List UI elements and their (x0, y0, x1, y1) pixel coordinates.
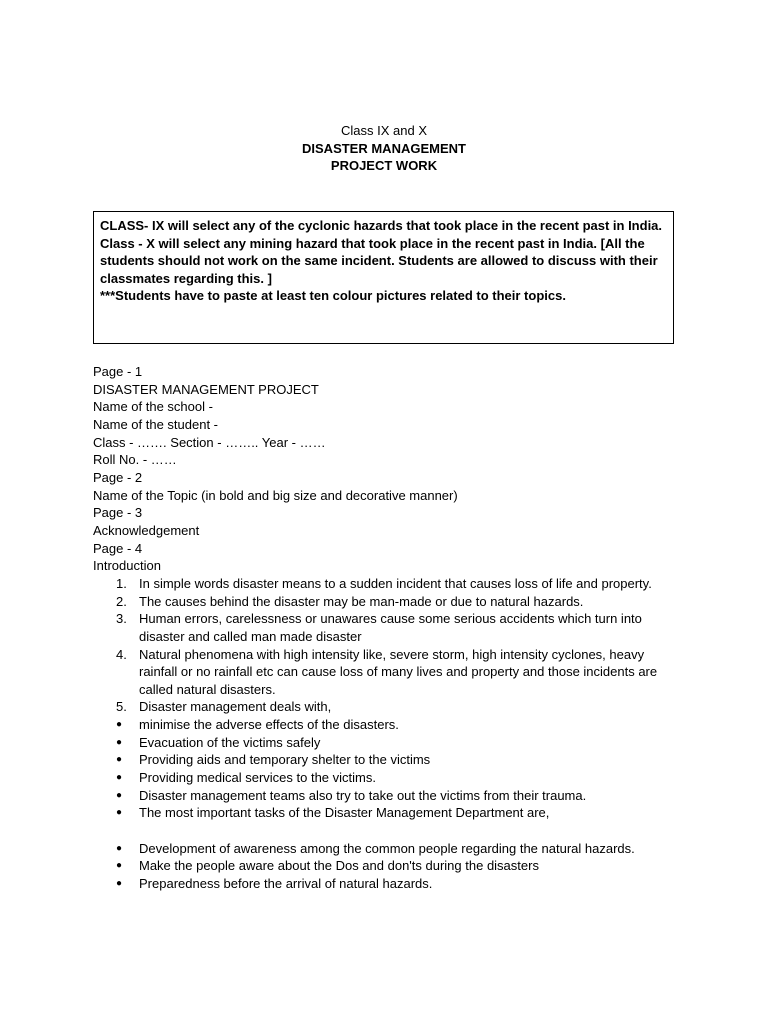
outline-line: Page - 2 (93, 469, 143, 485)
outline-line: Page - 1 (93, 364, 143, 379)
list-item-text: Make the people aware about the Dos and don'ts during the disasters (139, 858, 539, 874)
list-number: 5. (116, 699, 127, 715)
outline-line: DISASTER MANAGEMENT PROJECT (93, 381, 319, 397)
numbered-list (93, 575, 673, 716)
bullet-icon: ● (116, 860, 123, 872)
bullet-icon: ● (116, 772, 123, 784)
list-item-text: Natural phenomena with high intensity like, severe storm, high intensity cyclones, heavy rainfall or no rainfall etc can cause loss of many lives and property and those incidents are called natural disasters. (139, 646, 658, 697)
bullet-icon: ● (116, 719, 123, 731)
outline-line: Name of the Topic (in bold and big size and decorative manner) (93, 487, 458, 503)
class-line: Class IX and X (341, 123, 427, 138)
list-item-text: Disaster management deals with, (139, 699, 332, 715)
bullet-icon: ● (116, 736, 123, 748)
outline-line: Page - 3 (93, 505, 143, 521)
list-item-text: minimise the adverse effects of the disasters. (139, 717, 399, 733)
list-item (93, 646, 673, 699)
list-item-text: The causes behind the disaster may be man-made or due to natural hazards. (139, 593, 584, 609)
bullet-icon: ● (116, 789, 123, 801)
outline-line: Acknowledgement (93, 522, 200, 538)
list-item-text: Evacuation of the victims safely (139, 734, 321, 750)
document-title: DISASTER MANAGEMENT (302, 140, 466, 156)
blank-line (93, 822, 673, 840)
list-item (93, 804, 673, 822)
list-item (93, 769, 673, 787)
outline-line: Name of the school - (93, 399, 213, 415)
list-item-text: In simple words disaster means to a sudden incident that causes loss of life and property. (139, 575, 652, 591)
project-outline (93, 363, 673, 893)
instruction-class-x: Class - X will select any mining hazard that took place in the recent past in India. [All the students should not work on the same incident. Students are allowed to discuss with their classmates regarding this. ] (100, 235, 658, 286)
list-item-text: Providing aids and temporary shelter to the victims (139, 752, 431, 768)
instructions-box (93, 211, 674, 344)
list-item (93, 716, 673, 734)
bullet-icon: ● (116, 878, 123, 890)
list-item (93, 840, 673, 858)
list-item (93, 787, 673, 805)
outline-line: Roll No. - …… (93, 452, 177, 468)
list-item (93, 698, 673, 716)
list-item (93, 734, 673, 752)
list-number: 2. (116, 593, 127, 609)
outline-line: Class - ……. Section - …….. Year - …… (93, 434, 326, 450)
document-heading (0, 122, 768, 175)
list-item (93, 751, 673, 769)
list-number: 3. (116, 611, 127, 627)
list-item (93, 575, 673, 593)
outline-line: Name of the student - (93, 416, 219, 432)
list-item-text: Providing medical services to the victims. (139, 770, 376, 786)
list-item (93, 593, 673, 611)
bullet-list-tasks (93, 716, 673, 822)
list-item (93, 875, 673, 893)
instruction-pictures: ***Students have to paste at least ten colour pictures related to their topics. (100, 288, 566, 304)
outline-line: Page - 4 (93, 540, 143, 556)
list-item-text: Disaster management teams also try to take out the victims from their trauma. (139, 787, 587, 803)
bullet-icon: ● (116, 842, 123, 854)
outline-line: Introduction (93, 558, 161, 574)
list-item-text: Development of awareness among the common people regarding the natural hazards. (139, 840, 635, 856)
list-item-text: The most important tasks of the Disaster Management Department are, (139, 805, 550, 821)
list-item (93, 610, 673, 645)
list-number: 1. (116, 575, 127, 591)
instruction-class-ix: CLASS- IX will select any of the cyclonic hazards that took place in the recent past in India. (100, 218, 663, 233)
list-item (93, 857, 673, 875)
list-number: 4. (116, 646, 127, 662)
bullet-list-department-tasks (93, 840, 673, 893)
bullet-icon: ● (116, 754, 123, 766)
bullet-icon: ● (116, 807, 123, 819)
document-subtitle: PROJECT WORK (330, 158, 438, 173)
list-item-text: Preparedness before the arrival of natural hazards. (139, 876, 433, 892)
list-item-text: Human errors, carelessness or unawares cause some serious accidents which turn into disaster and called man made disaster (139, 611, 642, 644)
